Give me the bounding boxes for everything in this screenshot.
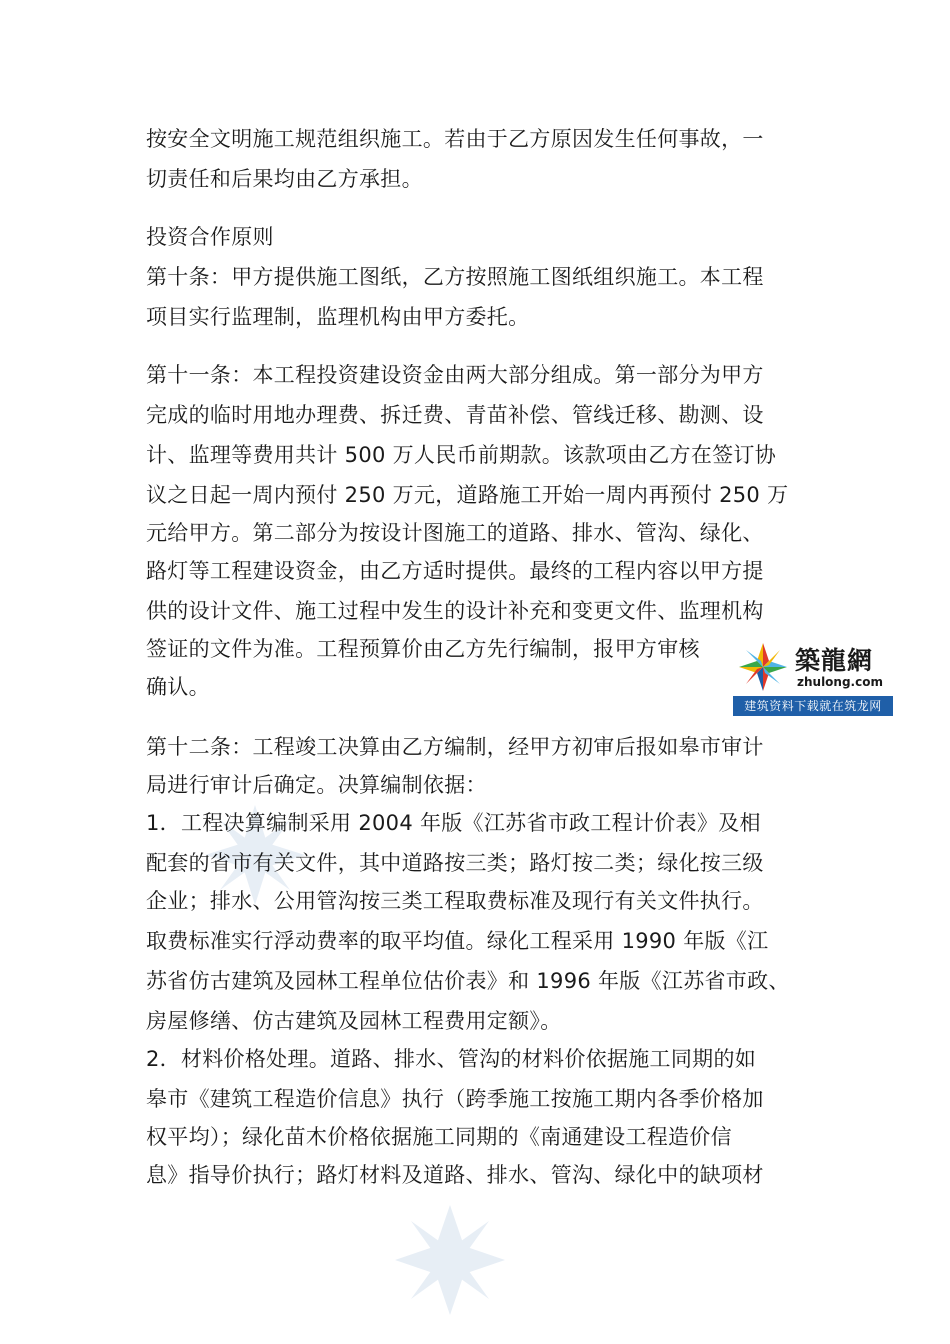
section-heading: 投资合作原则 [146, 225, 274, 249]
text-line: 皋市《建筑工程造价信息》执行（跨季施工按施工期内各季价格加 [146, 1087, 764, 1111]
text-line: 项目实行监理制，监理机构由甲方委托。 [146, 305, 530, 329]
text-line: 供的设计文件、施工过程中发生的设计补充和变更文件、监理机构 [146, 599, 764, 623]
text-line: 按安全文明施工规范组织施工。若由于乙方原因发生任何事故，一 [146, 127, 764, 151]
text-line: 计、监理等费用共计 500 万人民币前期款。该款项由乙方在签订协 [146, 443, 777, 467]
text-line: 元给甲方。第二部分为按设计图施工的道路、排水、管沟、绿化、 [146, 521, 764, 545]
logo-name-en: zhulong.com [797, 675, 883, 689]
text-line: 议之日起一周内预付 250 万元，道路施工开始一周内再预付 250 万 [146, 483, 789, 507]
zhulong-logo [733, 637, 893, 717]
text-line: 权平均）；绿化苗木价格依据施工同期的《南通建设工程造价信 [146, 1125, 732, 1149]
text-line: 切责任和后果均由乙方承担。 [146, 167, 423, 191]
logo-name-cn: 築龍網 [795, 646, 874, 675]
text-line: 房屋修缮、仿古建筑及园林工程费用定额》。 [146, 1009, 562, 1033]
watermark-flower-icon [390, 1200, 510, 1320]
text-line: 完成的临时用地办理费、拆迁费、青苗补偿、管线迁移、勘测、设 [146, 403, 764, 427]
list-item-2: 2．材料价格处理。道路、排水、管沟的材料价依据施工同期的如 [146, 1047, 757, 1071]
text-line: 取费标准实行浮动费率的取平均值。绿化工程采用 1990 年版《江 [146, 929, 769, 953]
text-line: 息》指导价执行；路灯材料及道路、排水、管沟、绿化中的缺项材 [146, 1163, 764, 1187]
list-item-1: 1．工程决算编制采用 2004 年版《江苏省市政工程计价表》及相 [146, 811, 761, 835]
logo-top [733, 637, 893, 695]
text-line: 配套的省市有关文件，其中道路按三类；路灯按二类；绿化按三级 [146, 851, 764, 875]
text-line: 第十一条：本工程投资建设资金由两大部分组成。第一部分为甲方 [146, 363, 764, 387]
text-line: 企业；排水、公用管沟按三类工程取费标准及现行有关文件执行。 [146, 889, 764, 913]
text-line: 签证的文件为准。工程预算价由乙方先行编制，报甲方审核 [146, 637, 700, 661]
text-line: 第十二条：工程竣工决算由乙方编制，经甲方初审后报如皋市审计 [146, 735, 764, 759]
logo-slogan: 建筑资料下载就在筑龙网 [733, 696, 893, 716]
zhulong-flower-icon [737, 641, 789, 693]
text-line: 局进行审计后确定。决算编制依据： [146, 773, 487, 797]
text-line: 路灯等工程建设资金，由乙方适时提供。最终的工程内容以甲方提 [146, 559, 764, 583]
text-line: 第十条：甲方提供施工图纸，乙方按照施工图纸组织施工。本工程 [146, 265, 764, 289]
text-line: 苏省仿古建筑及园林工程单位估价表》和 1996 年版《江苏省市政、 [146, 969, 790, 993]
text-line: 确认。 [146, 675, 210, 699]
